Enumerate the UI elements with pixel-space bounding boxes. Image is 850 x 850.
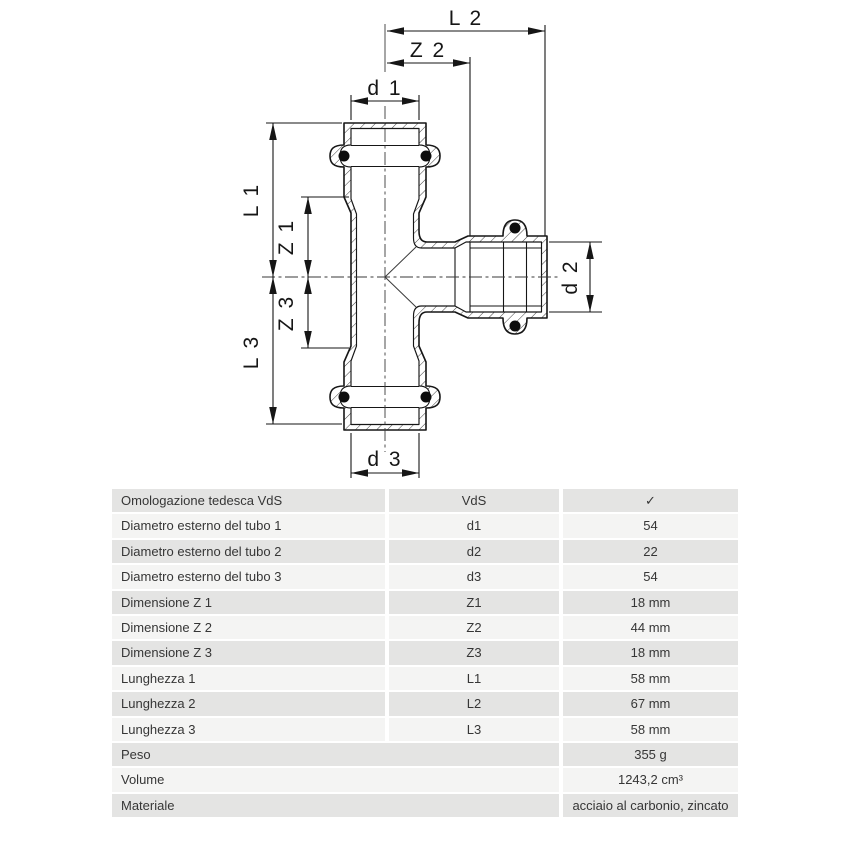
row-label: Dimensione Z 2 xyxy=(112,616,385,639)
dim-label-l1: L 1 xyxy=(240,182,263,218)
row-value: 58 mm xyxy=(563,667,738,690)
table-row xyxy=(112,565,742,588)
row-value: 54 xyxy=(563,514,738,537)
table-row xyxy=(112,692,742,715)
table-row xyxy=(112,514,742,537)
dim-label-d3: d 3 xyxy=(367,448,403,471)
row-symbol: L3 xyxy=(389,718,559,741)
dim-z3 xyxy=(275,277,349,348)
fitting-body xyxy=(330,123,547,430)
table-row xyxy=(112,743,742,766)
dim-label-d1: d 1 xyxy=(367,77,403,100)
row-value: acciaio al carbonio, zincato xyxy=(563,794,738,817)
dim-label-l3: L 3 xyxy=(240,334,263,370)
row-label: Peso xyxy=(112,743,559,766)
table-row xyxy=(112,718,742,741)
fitting-inner-contour xyxy=(340,129,542,425)
row-value: 58 mm xyxy=(563,718,738,741)
row-value: 22 xyxy=(563,540,738,563)
table-row xyxy=(112,616,742,639)
row-symbol: d1 xyxy=(389,514,559,537)
row-label: Materiale xyxy=(112,794,559,817)
row-symbol: L2 xyxy=(389,692,559,715)
dim-z1 xyxy=(275,197,349,277)
table-row xyxy=(112,794,742,817)
dim-label-z1: Z 1 xyxy=(275,218,298,256)
row-label: Diametro esterno del tubo 1 xyxy=(112,514,385,537)
table-row xyxy=(112,641,742,664)
row-symbol: L1 xyxy=(389,667,559,690)
dim-label-l2: L 2 xyxy=(448,7,484,30)
row-value: 18 mm xyxy=(563,591,738,614)
row-label: Lunghezza 1 xyxy=(112,667,385,690)
row-label: Volume xyxy=(112,768,559,791)
row-label: Dimensione Z 3 xyxy=(112,641,385,664)
spec-table xyxy=(112,489,742,819)
row-symbol: d3 xyxy=(389,565,559,588)
row-value: 18 mm xyxy=(563,641,738,664)
row-label: Lunghezza 3 xyxy=(112,718,385,741)
dim-label-z2: Z 2 xyxy=(409,39,447,62)
dim-label-z3: Z 3 xyxy=(275,294,298,332)
row-value: 67 mm xyxy=(563,692,738,715)
table-row xyxy=(112,591,742,614)
row-value: 44 mm xyxy=(563,616,738,639)
row-value: 355 g xyxy=(563,743,738,766)
row-symbol: d2 xyxy=(389,540,559,563)
row-symbol: Z2 xyxy=(389,616,559,639)
row-label: Diametro esterno del tubo 2 xyxy=(112,540,385,563)
row-symbol: Z1 xyxy=(389,591,559,614)
table-row xyxy=(112,667,742,690)
table-row xyxy=(112,768,742,791)
row-value: 54 xyxy=(563,565,738,588)
row-symbol: Z3 xyxy=(389,641,559,664)
row-value checkmark-icon: ✓ xyxy=(563,489,738,512)
row-value: 1243,2 cm³ xyxy=(563,768,738,791)
row-label: Lunghezza 2 xyxy=(112,692,385,715)
table-row xyxy=(112,489,742,512)
row-label: Dimensione Z 1 xyxy=(112,591,385,614)
row-symbol: VdS xyxy=(389,489,559,512)
dim-label-d2: d 2 xyxy=(559,259,582,295)
row-label: Omologazione tedesca VdS xyxy=(112,489,385,512)
table-row xyxy=(112,540,742,563)
row-label: Diametro esterno del tubo 3 xyxy=(112,565,385,588)
